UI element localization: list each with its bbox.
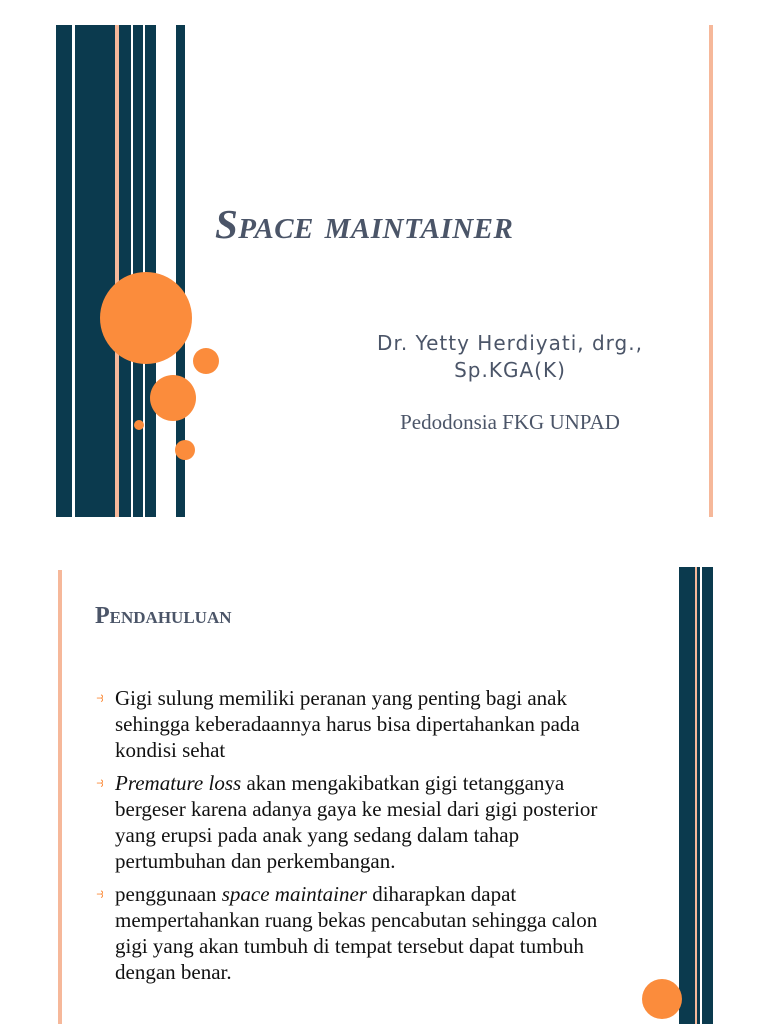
slide-title: Space maintainer xyxy=(215,201,514,247)
list-item xyxy=(95,881,635,985)
list-item xyxy=(95,770,635,874)
decor-circle xyxy=(642,979,682,1019)
large-circle xyxy=(100,272,192,364)
bullet-text: diharapkan dapat mempertahankan ruang bekas pencabutan sehingga calon gigi yang akan tumbuh di tempat tersebut dapat tumbuh dengan benar. xyxy=(115,882,598,984)
section-heading: Pendahuluan xyxy=(95,603,232,629)
white-gap-stripe xyxy=(700,567,702,1024)
author-line-1: Dr. Yetty Herdiyati, drg., xyxy=(377,331,643,355)
medium-circle xyxy=(150,375,196,421)
bullet-emphasis: Premature loss xyxy=(115,771,242,795)
white-gap-stripe xyxy=(131,25,133,517)
peach-edge-line xyxy=(709,25,713,517)
author-name xyxy=(330,330,690,384)
bullet-arrow-icon: ⥽ xyxy=(95,887,106,901)
content-slide xyxy=(0,545,768,1024)
peach-edge-line xyxy=(58,570,62,1024)
bullet-list xyxy=(95,685,635,992)
bullet-text: Gigi sulung memiliki peranan yang penting bagi anak sehingga keberadaannya harus bisa dipertahankan pada kondisi sehat xyxy=(115,686,580,762)
bullet-arrow-icon: ⥽ xyxy=(95,776,106,790)
white-gap-stripe xyxy=(143,25,145,517)
bullet-text: akan mengakibatkan gigi tetangganya bergeser karena adanya gaya ke mesial dari gigi posterior yang erupsi pada anak yang sedang dalam tahap pertumbuhan dan perkembangan. xyxy=(115,771,598,873)
institution: Pedodonsia FKG UNPAD xyxy=(400,410,620,434)
small-circle xyxy=(193,348,219,374)
peach-stripe xyxy=(695,567,697,1024)
author-line-2: Sp.KGA(K) xyxy=(454,358,566,382)
bullet-emphasis: space maintainer xyxy=(221,882,367,906)
navy-stripe-wide xyxy=(56,25,156,517)
bullet-arrow-icon: ⥽ xyxy=(95,691,106,705)
bullet-prefix: penggunaan xyxy=(115,882,222,906)
peach-stripe xyxy=(115,25,119,517)
small-circle xyxy=(175,440,195,460)
tiny-circle xyxy=(134,420,144,430)
list-item xyxy=(95,685,635,763)
white-gap-stripe xyxy=(72,25,75,517)
